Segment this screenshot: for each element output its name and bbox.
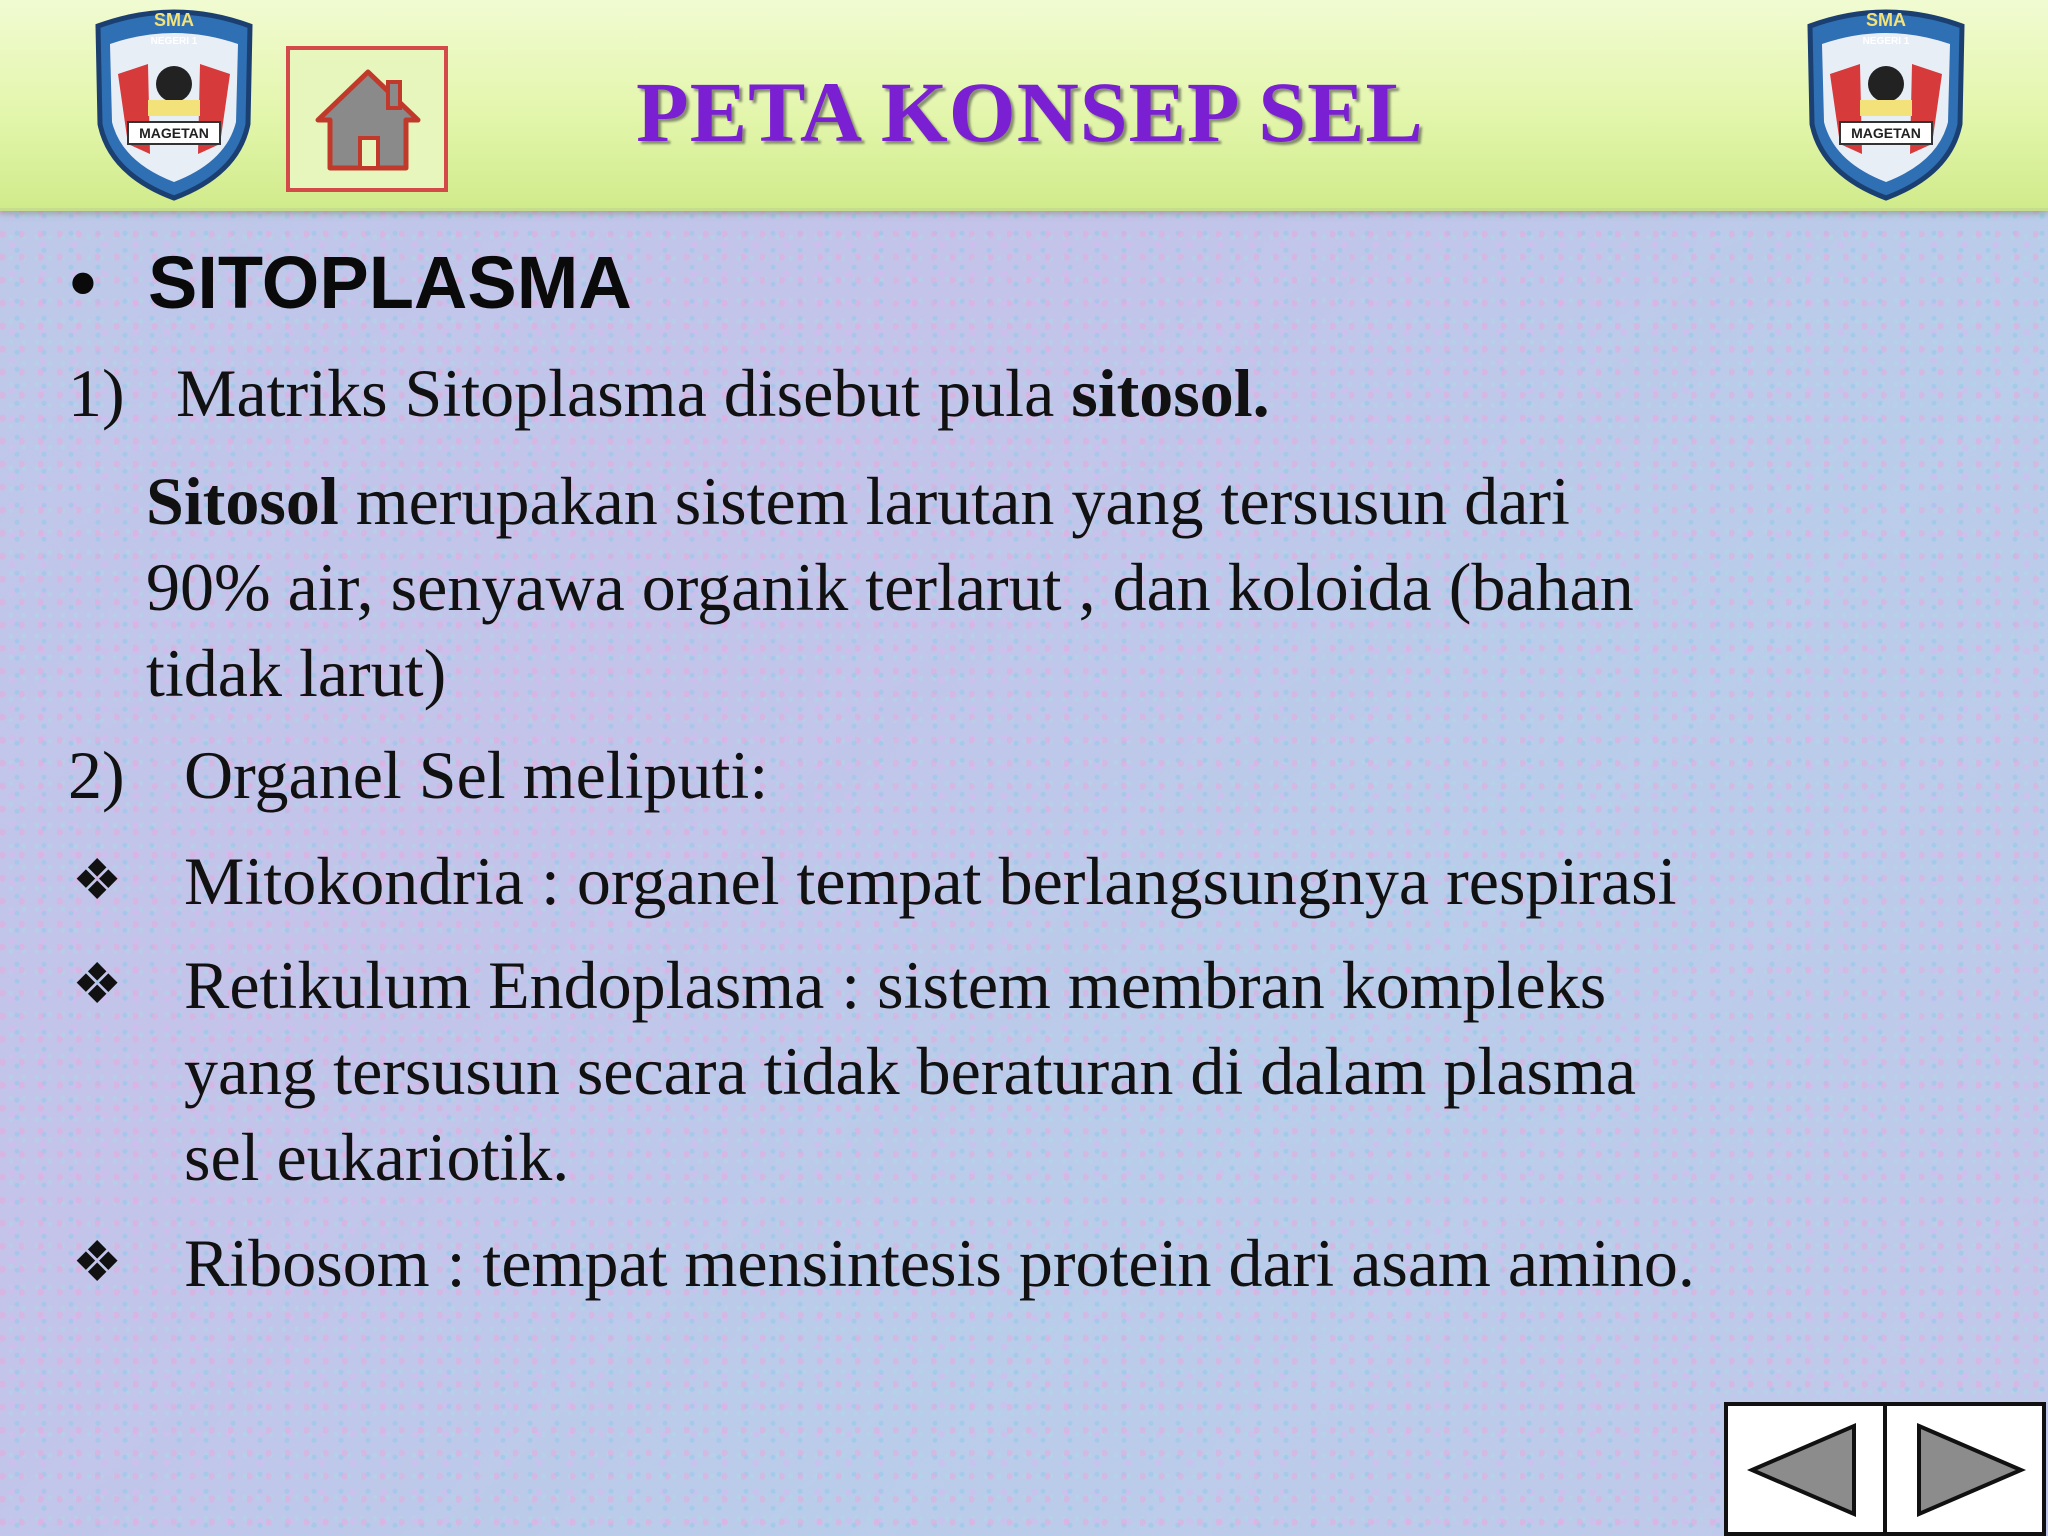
sitosol-line-1: Sitosol merupakan sistem larutan yang tersusun dari <box>146 463 1570 539</box>
slide-header <box>0 0 2048 211</box>
home-button[interactable] <box>286 46 448 192</box>
item-2-number: 2) <box>68 737 125 813</box>
svg-text:NEGERI 1: NEGERI 1 <box>1862 36 1910 47</box>
item-2-text: Organel Sel meliputi: <box>184 737 769 813</box>
sitosol-line-3: tidak larut) <box>146 635 447 711</box>
home-icon <box>308 64 428 176</box>
triangle-right-icon <box>1901 1420 2031 1520</box>
sitosol-term: sitosol. <box>1071 355 1270 431</box>
svg-text:MAGETAN: MAGETAN <box>1851 125 1921 141</box>
triangle-left-icon <box>1742 1420 1872 1520</box>
item-1-number: 1) <box>68 355 125 431</box>
diamond-bullet-icon: ❖ <box>72 1232 123 1294</box>
diamond-bullet-icon: ❖ <box>72 850 123 912</box>
next-slide-button[interactable] <box>1887 1406 2042 1532</box>
section-heading <box>70 240 632 326</box>
school-logo-left <box>88 4 260 202</box>
diamond-bullet-icon: ❖ <box>72 954 123 1016</box>
svg-text:MAGETAN: MAGETAN <box>139 125 209 141</box>
organelle-retikulum-line-3: sel eukariotik. <box>184 1119 570 1195</box>
previous-slide-button[interactable] <box>1728 1406 1887 1532</box>
svg-text:SMA: SMA <box>1866 10 1906 30</box>
svg-text:NEGERI 1: NEGERI 1 <box>150 36 198 47</box>
sitosol-line-2: 90% air, senyawa organik terlarut , dan koloida (bahan <box>146 549 1634 625</box>
item-1-text: Matriks Sitoplasma disebut pula sitosol. <box>176 355 1270 431</box>
section-title: SITOPLASMA <box>148 241 632 324</box>
bullet-marker: • <box>70 241 96 324</box>
svg-text:SMA: SMA <box>154 10 194 30</box>
school-logo-right <box>1800 4 1972 202</box>
slide-title: PETA KONSEP SEL <box>636 64 1424 160</box>
slide-navigation <box>1724 1402 2046 1536</box>
organelle-retikulum-line-2: yang tersusun secara tidak beraturan di dalam plasma <box>184 1033 1637 1109</box>
